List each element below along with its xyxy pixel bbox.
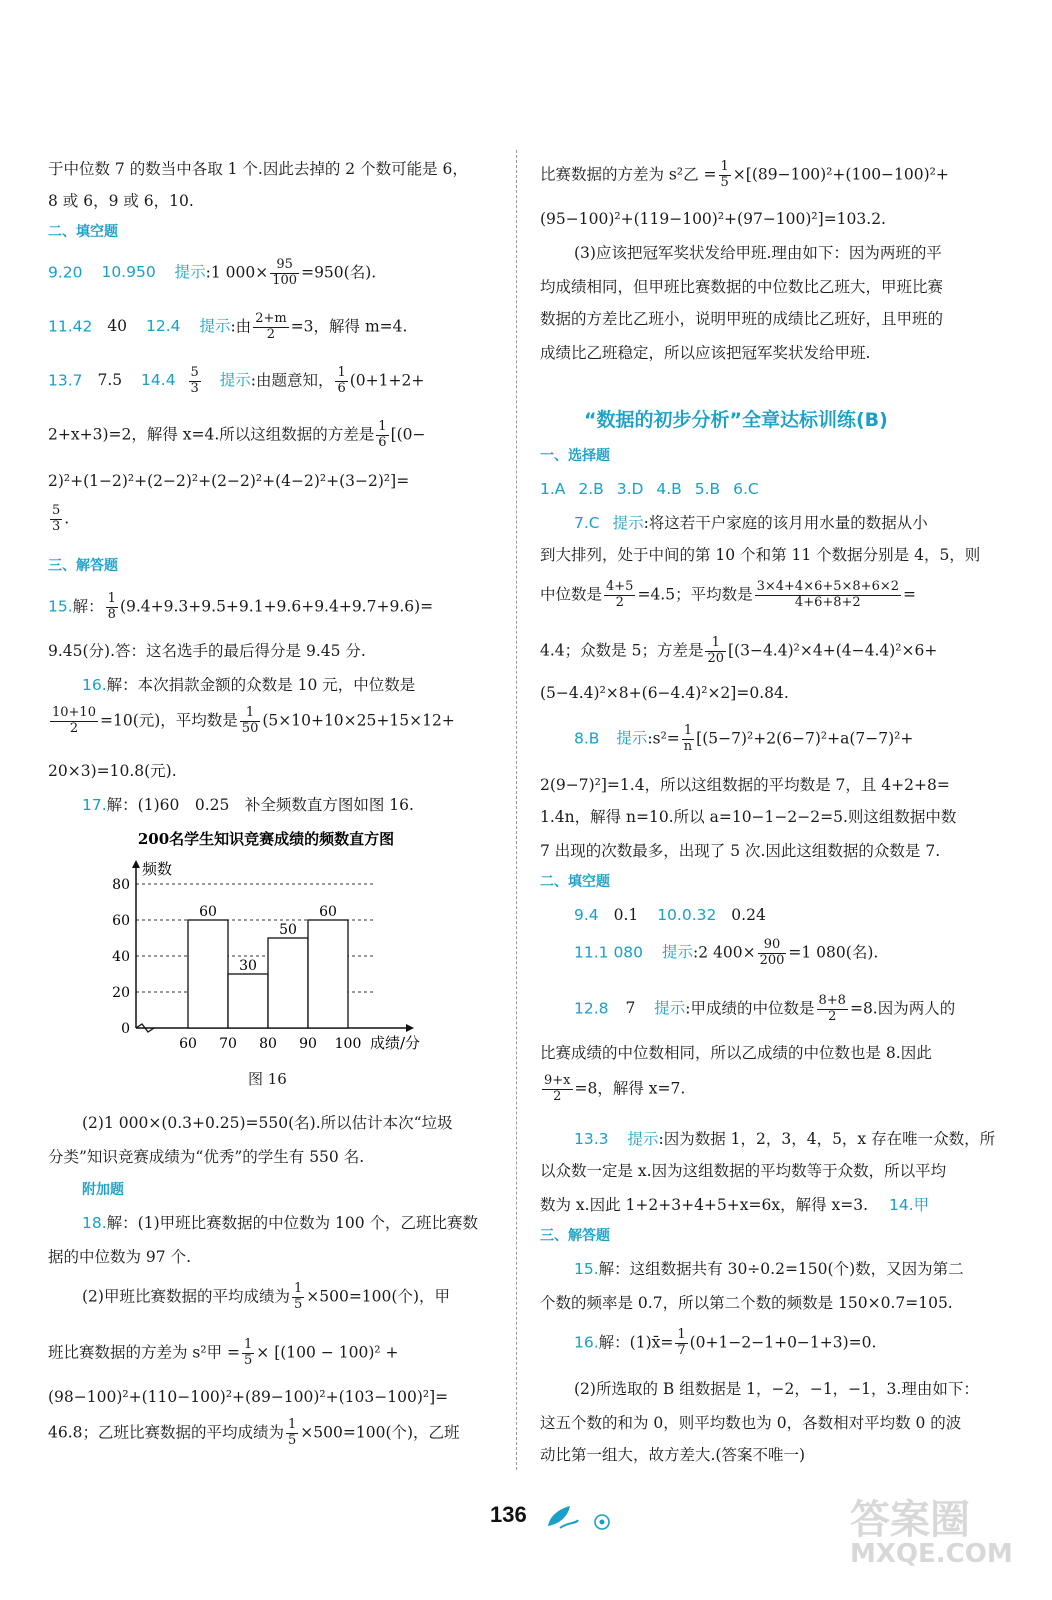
q8-line-1: 8.B 提示:s²= $\frac{1}{n}$ [(5−7)²+2(6−7)²+a(7−7)²+ bbox=[574, 723, 914, 754]
q14: 14.甲 bbox=[888, 1196, 930, 1214]
q17-line-1: 17.解：(1)60 0.25 补全频数直方图如图 16. bbox=[82, 796, 414, 814]
q7-line-1: 7.C 提示:将这若干户家庭的该月用水量的数据从小 bbox=[574, 514, 928, 532]
r-line-5: 数据的方差比乙班小，说明甲班的成绩比乙班好，且甲班的 bbox=[540, 310, 944, 328]
q12-line-3: $\frac{9+x}{2}$ =8，解得 x=7. bbox=[544, 1073, 686, 1104]
q14-line-2: 2+x+3)=2，解得 x=4.所以这组数据的方差是 $\frac{1}{6}$ [(0− bbox=[48, 419, 426, 450]
mc-6: 6.C bbox=[733, 480, 759, 498]
q16-line-2: (2)所选取的 B 组数据是 1，−2，−1，−1，3.理由如下： bbox=[574, 1380, 979, 1398]
fraction: $\frac{4+5}{2}$ bbox=[606, 579, 634, 610]
column-divider bbox=[516, 150, 517, 1470]
left-line-2: 8 或 6，9 或 6，10. bbox=[48, 192, 194, 210]
q11: 11.42 bbox=[48, 317, 93, 336]
chapter-title: “数据的初步分析”全章达标训练(B) bbox=[584, 409, 888, 431]
q18-line-2: 据的中位数为 97 个. bbox=[48, 1248, 192, 1266]
r-line-6: 成绩比乙班稳定，所以应该把冠军奖状发给甲班. bbox=[540, 344, 871, 362]
q16-line-1: 16.解：(1)x̄= $\frac{1}{7}$ (0+1−2−1+0−1+3)=0. bbox=[574, 1327, 877, 1358]
x-tick-label: 80 bbox=[259, 1036, 277, 1052]
bar-value-label: 60 bbox=[199, 904, 217, 920]
histogram-bar bbox=[308, 920, 348, 1028]
mc-answers bbox=[540, 478, 759, 501]
q7-line-4: 4.4；众数是 5；方差是 $\frac{1}{20}$ [(3−4.4)²×4+(4−4.4)²×6+ bbox=[540, 635, 938, 666]
q16-line-4: 动比第一组大，故方差大.(答案不唯一) bbox=[540, 1446, 806, 1464]
x-tick-label: 100 bbox=[334, 1036, 362, 1052]
leaf-swirl-icon bbox=[540, 1500, 620, 1534]
section-fill-in: 二、填空题 bbox=[48, 224, 118, 240]
y-tick-label: 40 bbox=[112, 949, 130, 965]
q18-line-3: (2)甲班比赛数据的平均成绩为 $\frac{1}{5}$ ×500=100(个)，甲 bbox=[82, 1281, 450, 1312]
y-axis-arrow bbox=[132, 860, 140, 868]
mc-3: 3.D bbox=[616, 480, 644, 498]
watermark bbox=[850, 1497, 1013, 1569]
q12-text: :由 bbox=[230, 317, 252, 336]
q8-line-3: 1.4n，解得 n=10.所以 a=10−1−2−2=5.则这组数据中数 bbox=[540, 808, 957, 826]
section-extra: 附加题 bbox=[82, 1182, 124, 1198]
fraction: $\frac{1}{6}$ bbox=[337, 365, 346, 396]
fraction: $\frac{9+x}{2}$ bbox=[544, 1073, 571, 1104]
q15-line-1: 15.解： $\frac{1}{8}$ (9.4+9.3+9.5+9.1+9.6+9.4+9.7+9.6)= bbox=[48, 591, 434, 622]
watermark-url: MXQE.COM bbox=[850, 1539, 1013, 1569]
left-line-1: 于中位数 7 的数当中各取 1 个.因此去掉的 2 个数可能是 6， bbox=[48, 160, 468, 178]
x-tick-label: 60 bbox=[179, 1036, 197, 1052]
q16: 16. bbox=[82, 676, 107, 694]
hint-label: 提示 bbox=[627, 1130, 659, 1148]
figure-caption: 图 16 bbox=[248, 1070, 287, 1088]
fraction: $\frac{5}{3}$ bbox=[190, 365, 199, 396]
q14: 14.4 bbox=[141, 371, 176, 390]
bar-value-label: 30 bbox=[239, 958, 257, 974]
fraction: $\frac{1}{6}$ bbox=[378, 419, 387, 450]
section-choice: 一、选择题 bbox=[540, 448, 610, 464]
q11-value: 40 bbox=[107, 317, 128, 336]
q15-line-2: 个数的频率是 0.7，所以第二个数的频数是 150×0.7=105. bbox=[540, 1294, 953, 1312]
hint-label: 提示 bbox=[654, 999, 686, 1018]
page-number: 136 bbox=[490, 1502, 527, 1527]
q18-line-1: 18.解：(1)甲班比赛数据的中位数为 100 个，乙班比赛数 bbox=[82, 1214, 479, 1232]
q14-text: :由题意知， bbox=[250, 371, 334, 390]
fraction: $\frac{2+m}{2}$ bbox=[255, 311, 287, 342]
q18-line-4: 班比赛数据的方差为 s²甲 = $\frac{1}{5}$ × [(100 − 100)² + bbox=[48, 1337, 399, 1368]
q15: 15. bbox=[48, 597, 73, 616]
q12-text-b: =3，解得 m=4. bbox=[290, 317, 408, 336]
q14-line-3: 2)²+(1−2)²+(2−2)²+(2−2)²+(4−2)²+(3−2)²]= bbox=[48, 472, 410, 490]
r-line-3: (3)应该把冠军奖状发给甲班.理由如下：因为两班的平 bbox=[574, 244, 942, 262]
q15-line-1: 15.解：这组数据共有 30÷0.2=150(个)数，又因为第二 bbox=[574, 1260, 964, 1278]
q17: 17. bbox=[82, 796, 107, 814]
fraction: $\frac{1}{5}$ bbox=[720, 159, 729, 190]
fraction: $\frac{90}{200}$ bbox=[759, 937, 785, 968]
q7-line-3: 中位数是 $\frac{4+5}{2}$ =4.5；平均数是 $\frac{3\times 4+4\times 6+5\times 8+6\times 2}{4+6+8+2}$ = bbox=[540, 579, 917, 610]
watermark-logo-text: 答案圈 bbox=[850, 1497, 970, 1543]
q8-line-4: 7 出现的次数最多，出现了 5 次.因此这组数据的众数是 7. bbox=[540, 842, 941, 860]
hint-label: 提示 bbox=[199, 317, 231, 336]
q18-line-6: 46.8；乙班比赛数据的平均成绩为 $\frac{1}{5}$ ×500=100(个)，乙班 bbox=[48, 1417, 460, 1448]
q12-line-2: 比赛成绩的中位数相同，所以乙成绩的中位数也是 8.因此 bbox=[540, 1044, 932, 1062]
chart-title: 200名学生知识竞赛成绩的频数直方图 bbox=[137, 830, 395, 848]
q7-line-2: 到大排列，处于中间的第 10 个和第 11 个数据分别是 4，5，则 bbox=[540, 546, 981, 564]
q15-line-2: 9.45(分).答：这名选手的最后得分是 9.45 分. bbox=[48, 642, 366, 660]
fraction: $\frac{95}{100}$ bbox=[272, 257, 298, 288]
fraction: $\frac{1}{20}$ bbox=[707, 635, 724, 666]
q16-line-1: 16.解：本次捐款金额的众数是 10 元，中位数是 bbox=[82, 676, 416, 694]
q10-text-b: =950(名). bbox=[301, 263, 377, 282]
mc-1: 1.A bbox=[540, 480, 566, 498]
y-axis-label: 频数 bbox=[142, 860, 173, 878]
fraction: $\frac{1}{7}$ bbox=[677, 1327, 686, 1358]
r-line-1: 比赛数据的方差为 s²乙 = $\frac{1}{5}$ ×[(89−100)²+(100−100)²+ bbox=[540, 159, 949, 190]
fraction: $\frac{8+8}{2}$ bbox=[818, 993, 846, 1024]
q16-line-3: 20×3)=10.8(元). bbox=[48, 762, 177, 780]
fraction: $\frac{1}{5}$ bbox=[244, 1337, 253, 1368]
answer-13-14 bbox=[48, 366, 424, 397]
section-solutions-2: 三、解答题 bbox=[540, 1228, 610, 1244]
fraction: $\frac{1}{5}$ bbox=[288, 1417, 297, 1448]
histogram-bar bbox=[228, 974, 268, 1028]
histogram-bar bbox=[188, 920, 228, 1028]
answer-11-12 bbox=[48, 312, 407, 343]
x-axis-arrow bbox=[406, 1024, 414, 1032]
q16-line-3: 这五个数的和为 0，则平均数也为 0，各数相对平均数 0 的波 bbox=[540, 1414, 962, 1432]
bar-value-label: 60 bbox=[319, 904, 337, 920]
hint-label: 提示 bbox=[612, 514, 644, 532]
histogram-chart bbox=[76, 826, 456, 1066]
hint-label: 提示 bbox=[616, 729, 648, 748]
fraction: $\frac{1}{n}$ bbox=[683, 723, 693, 754]
fraction: $\frac{5}{3}$ bbox=[52, 503, 61, 534]
q12-line-1: 12.8 7 提示:甲成绩的中位数是 $\frac{8+8}{2}$ =8.因为两人的 bbox=[574, 993, 956, 1024]
fraction: $\frac{1}{5}$ bbox=[293, 1281, 303, 1312]
fraction: $\frac{3\times 4+4\times 6+5\times 8+6\times 2}{4+6+8+2}$ bbox=[756, 579, 900, 610]
hint-label: 提示 bbox=[219, 371, 251, 390]
x-tick-label: 70 bbox=[219, 1036, 237, 1052]
q14-text-b: (0+1+2+ bbox=[349, 371, 425, 390]
mc-2: 2.B bbox=[578, 480, 604, 498]
y-tick-label: 80 bbox=[112, 877, 130, 893]
mc-4: 4.B bbox=[656, 480, 682, 498]
q17-line-2: (2)1 000×(0.3+0.25)=550(名).所以估计本次“垃圾 bbox=[82, 1114, 453, 1132]
q13-line-1: 13.3 提示:因为数据 1，2，3，4，5，x 存在唯一众数，所 bbox=[574, 1130, 996, 1148]
q8-line-2: 2(9−7)²]=1.4，所以这组数据的平均数是 7，且 4+2+8= bbox=[540, 776, 950, 794]
q13: 13.7 bbox=[48, 371, 83, 390]
q16-line-2: $\frac{10+10}{2}$ =10(元)，平均数是 $\frac{1}{50}$ (5×10+10×25+15×12+ bbox=[52, 705, 455, 736]
q11-line: 11.1 080 提示:2 400× $\frac{90}{200}$ =1 080(名). bbox=[574, 937, 879, 968]
r-line-4: 均成绩相同，但甲班比赛数据的中位数比乙班大，甲班比赛 bbox=[540, 278, 944, 296]
q13-value: 7.5 bbox=[97, 371, 123, 390]
bar-value-label: 50 bbox=[279, 922, 297, 938]
section-fill-in-2: 二、填空题 bbox=[540, 874, 610, 890]
y-tick-label: 20 bbox=[112, 985, 130, 1001]
y-tick-label: 0 bbox=[121, 1021, 130, 1037]
q17-line-3: 分类”知识竞赛成绩为“优秀”的学生有 550 名. bbox=[48, 1148, 365, 1166]
q13-line-3: 数为 x.因此 1+2+3+4+5+x=6x，解得 x=3. 14.甲 bbox=[540, 1196, 930, 1214]
section-solutions: 三、解答题 bbox=[48, 558, 118, 574]
q10: 10.950 bbox=[101, 263, 156, 282]
fraction: $\frac{1}{8}$ bbox=[107, 591, 116, 622]
answer-9-10 bbox=[48, 258, 376, 289]
mc-5: 5.B bbox=[694, 480, 721, 498]
fraction: $\frac{10+10}{2}$ bbox=[52, 705, 96, 736]
x-tick-label: 90 bbox=[299, 1036, 317, 1052]
q12: 12.4 bbox=[145, 317, 181, 336]
fraction: $\frac{1}{50}$ bbox=[241, 705, 259, 736]
hint-label: 提示 bbox=[661, 943, 693, 962]
q14-line-4: $\frac{5}{3}$ . bbox=[52, 503, 70, 534]
q10-text: :1 000× bbox=[205, 263, 269, 282]
q7-line-5: (5−4.4)²×8+(6−4.4)²×2]=0.84. bbox=[540, 684, 789, 702]
x-axis-label: 成绩/分 bbox=[370, 1034, 421, 1052]
r-line-2: (95−100)²+(119−100)²+(97−100)²]=103.2. bbox=[540, 210, 886, 228]
q18-line-5: (98−100)²+(110−100)²+(89−100)²+(103−100)²]= bbox=[48, 1388, 449, 1406]
q18: 18. bbox=[82, 1214, 107, 1232]
q9: 9.20 bbox=[48, 263, 83, 282]
histogram-bar bbox=[268, 938, 308, 1028]
hint-label: 提示 bbox=[174, 263, 206, 282]
q13-line-2: 以众数一定是 x.因为这组数据的平均数等于众数，所以平均 bbox=[540, 1162, 947, 1180]
histogram-figure bbox=[76, 826, 456, 1070]
y-tick-label: 60 bbox=[112, 913, 130, 929]
answers-9-10: 9.4 0.1 10.0.32 0.24 bbox=[574, 906, 766, 924]
